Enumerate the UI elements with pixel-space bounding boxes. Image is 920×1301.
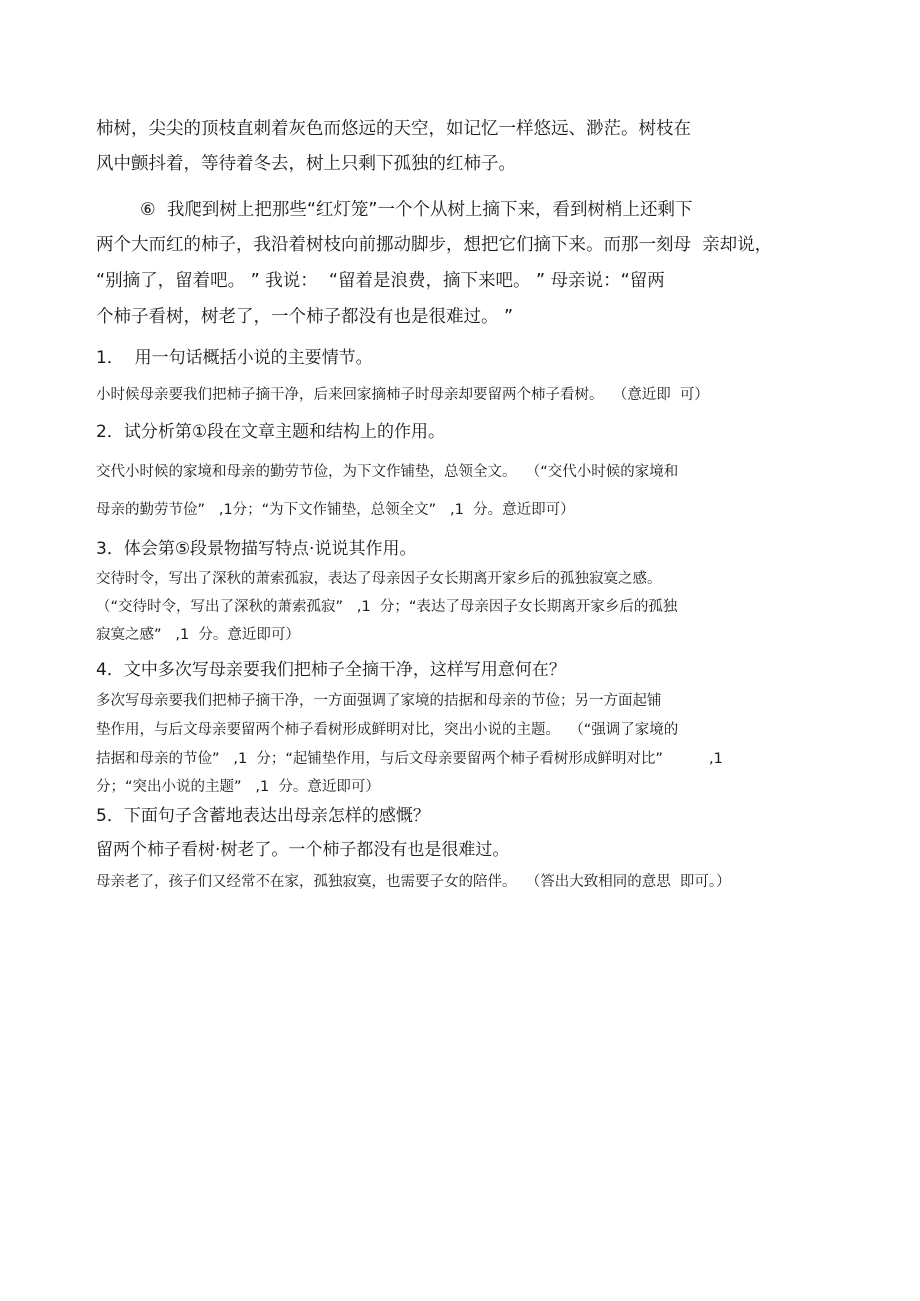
quoted-sentence: 留两个柿子看树·树老了。一个柿子都没有也是很难过。 [96, 840, 510, 860]
answer-line: 多次写母亲要我们把柿子摘干净，一方面强调了家境的拮据和母亲的节俭；另一方面起铺 [96, 693, 662, 709]
question-text: 1． 用一句话概括小说的主要情节。 [96, 348, 373, 368]
passage-line: ⑥ 我爬到树上把那些“红灯笼”一个个从树上摘下来，看到树梢上还剩下 [140, 200, 693, 220]
answer-line: 寂寞之感” ,1 分。意近即可） [96, 627, 300, 643]
answer-line: 垫作用，与后文母亲要留两个柿子看树形成鲜明对比，突出小说的主题。 （“强调了家境的 [96, 722, 679, 738]
answer-line: 交待时令，写出了深秋的萧索孤寂，表达了母亲因子女长期离开家乡后的孤独寂寞之感。 [96, 571, 662, 587]
question-text: 4．文中多次写母亲要我们把柿子全摘干净，这样写用意何在？ [96, 660, 566, 680]
answer-line: 小时候母亲要我们把柿子摘干净，后来回家摘柿子时母亲却要留两个柿子看树。 （意近即 可） [96, 387, 709, 403]
passage-line: “别摘了，留着吧。 ” 我说： “留着是浪费，摘下来吧。 ” 母亲说：“留两 [96, 271, 665, 291]
answer-line: 拮据和母亲的节俭” ,1 分；“起铺垫作用，与后文母亲要留两个柿子看树形成鲜明对比” ,1 [96, 751, 723, 767]
answer-line: （“交待时令，写出了深秋的萧索孤寂” ,1 分；“表达了母亲因子女长期离开家乡后的孤独 [96, 599, 678, 615]
answer-line: 交代小时候的家境和母亲的勤劳节俭，为下文作铺垫，总领全文。 （“交代小时候的家境和 [96, 464, 679, 480]
passage-line: 柿树，尖尖的顶枝直刺着灰色而悠远的天空，如记忆一样悠远、渺茫。树枝在 [96, 119, 691, 139]
question-text: 3．体会第⑤段景物描写特点·说说其作用。 [96, 539, 417, 559]
passage-line: 风中颤抖着，等待着冬去，树上只剩下孤独的红柿子。 [96, 154, 516, 174]
answer-line: 分；“突出小说的主题” ,1 分。意近即可） [96, 779, 380, 795]
question-text: 5．下面句子含蓄地表达出母亲怎样的感慨？ [96, 806, 430, 826]
question-text: 2．试分析第①段在文章主题和结构上的作用。 [96, 422, 446, 442]
answer-line: 母亲老了，孩子们又经常不在家，孤独寂寞，也需要子女的陪伴。 （答出大致相同的意思 即可。） [96, 874, 731, 890]
passage-line: 个柿子看树，树老了，一个柿子都没有也是很难过。 ” [96, 307, 514, 327]
passage-line: 两个大而红的柿子，我沿着树枝向前挪动脚步，想把它们摘下来。而那一刻母 亲却说， [96, 235, 773, 255]
answer-line: 母亲的勤劳节俭” ,1分；“为下文作铺垫，总领全文” ,1 分。意近即可） [96, 502, 575, 518]
